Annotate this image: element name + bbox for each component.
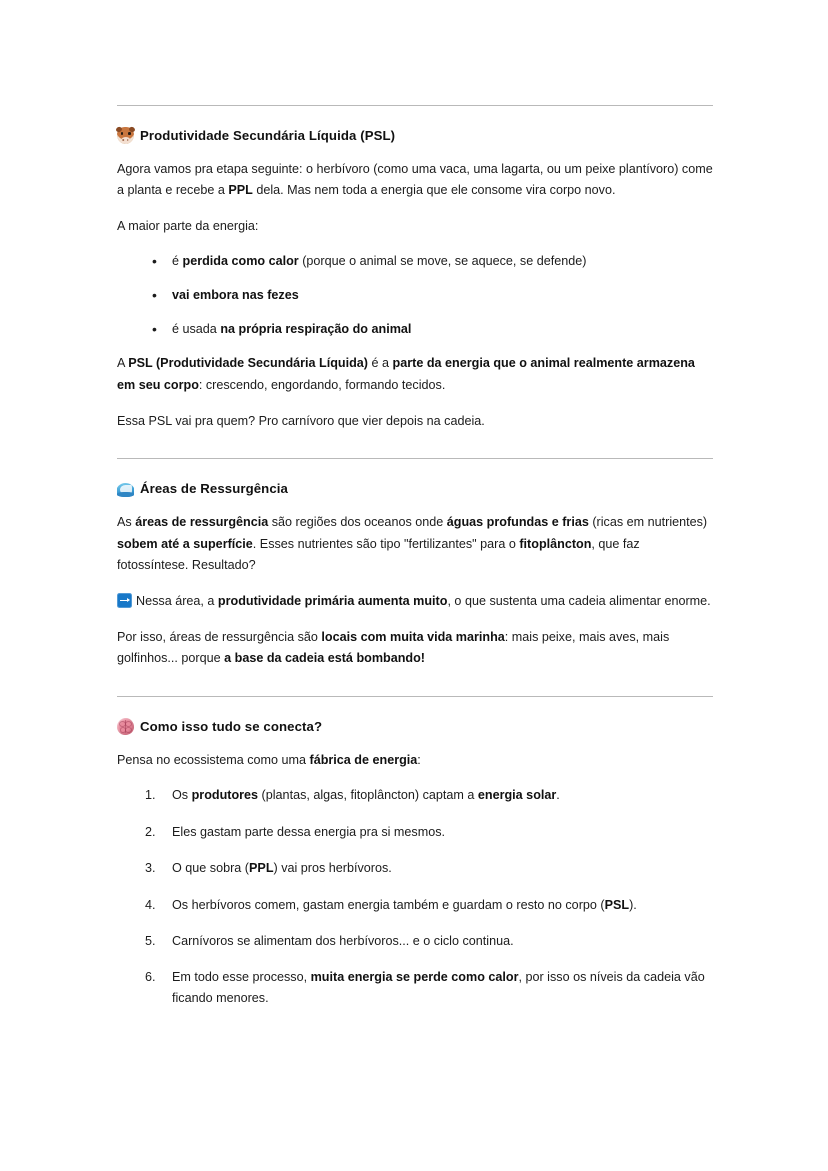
list-item: [117, 931, 713, 951]
conexao-leadin-part1: Pensa no ecossistema como uma: [117, 752, 310, 767]
callout-bold1: produtividade primária aumenta muito: [217, 593, 448, 608]
res2-bold1: locais com muita vida marinha: [321, 629, 505, 644]
section-divider-conexao: [117, 696, 713, 697]
res1-part1: As: [117, 514, 136, 529]
heading-ressurgencia-text: Áreas de Ressurgência: [140, 481, 288, 497]
step-5-plain2: , por isso os níveis da cadeia vão ficando menores.: [172, 970, 705, 1005]
step-2-bold1: PPL: [249, 861, 274, 876]
section-conexao: [117, 696, 713, 1008]
res1-part3: (ricas em nutrientes): [588, 514, 708, 529]
bullet-0-plain2: (porque o animal se move, se aquece, se defende): [298, 253, 587, 268]
paragraph-conexao-leadin: [117, 750, 713, 772]
brain-icon: [117, 718, 134, 735]
psl-intro-part1: Agora vamos pra etapa seguinte: o herbívoro (como uma vaca, uma lagarta, ou um peixe plantívoro) come a planta e recebe a: [117, 161, 713, 198]
list-item: [117, 858, 713, 878]
psl-def-part3: : crescendo, engordando, formando tecidos.: [198, 377, 446, 392]
heading-conexao: [117, 718, 713, 736]
section-psl: [117, 105, 713, 432]
section-divider-top: [117, 105, 713, 106]
list-item: [117, 895, 713, 915]
psl-def-bold2: parte da energia que o animal realmente armazena em seu corpo: [117, 356, 695, 392]
heading-ressurgencia: [117, 480, 713, 498]
bullet-1-bold: vai embora nas fezes: [172, 287, 299, 302]
res1-bold3: sobem até a superfície: [117, 536, 253, 551]
step-5-plain1: Em todo esse processo,: [172, 970, 311, 985]
res1-part2: são regiões dos oceanos onde: [268, 514, 447, 529]
res2-part2: : mais peixe, mais aves, mais golfinhos... porque: [117, 629, 670, 666]
res1-bold4: fitoplâncton: [519, 536, 592, 551]
psl-def-part2: é a: [368, 356, 393, 371]
step-2-plain2: ) vai pros herbívoros.: [273, 861, 392, 876]
heading-conexao-text: Como isso tudo se conecta?: [140, 718, 323, 734]
step-1-plain1: Eles gastam parte dessa energia pra si mesmos.: [172, 824, 445, 839]
bullet-2-bold: na própria respiração do animal: [220, 322, 412, 337]
bullet-0-plain1: é: [172, 253, 183, 268]
res1-bold1: áreas de ressurgência: [135, 514, 269, 529]
step-5-bold1: muita energia se perde como calor: [310, 970, 519, 985]
callout-part2: , o que sustenta uma cadeia alimentar enorme.: [447, 593, 711, 608]
water-wave-icon: [117, 481, 134, 498]
conexao-leadin-bold1: fábrica de energia: [309, 752, 418, 767]
list-item: [117, 785, 713, 805]
step-0-plain3: .: [556, 788, 560, 803]
paragraph-psl-leadin: A maior parte da energia:: [117, 219, 259, 234]
list-item: [117, 967, 713, 1008]
bullet-0-bold: perdida como calor: [182, 253, 299, 268]
res1-part4: . Esses nutrientes são tipo "fertilizantes" para o: [252, 536, 520, 551]
list-item: [117, 285, 713, 305]
list-energy-flow-steps: [117, 785, 713, 1008]
heading-psl-text: Produtividade Secundária Líquida (PSL): [140, 128, 396, 143]
psl-def-bold1: PSL (Produtividade Secundária Líquida): [128, 356, 369, 371]
paragraph-ressurgencia-1: [117, 512, 713, 577]
step-3-bold1: PSL: [604, 897, 630, 912]
psl-def-part1: A: [117, 356, 129, 371]
document-body: [117, 105, 713, 1008]
paragraph-psl-definition: [117, 353, 713, 396]
psl-intro-part2: dela. Mas nem toda a energia que ele consome vira corpo novo.: [252, 183, 616, 198]
section-divider-ressurgencia: [117, 458, 713, 459]
paragraph-psl-intro: [117, 159, 713, 202]
list-item: [117, 319, 713, 339]
res1-bold2: águas profundas e frias: [446, 514, 589, 529]
step-0-plain1: Os: [172, 788, 192, 803]
paragraph-psl-closing: Essa PSL vai pra quem? Pro carnívoro que vier depois na cadeia.: [117, 413, 485, 428]
step-0-bold1: produtores: [191, 788, 259, 803]
callout-produtividade: [117, 591, 713, 613]
list-item: [117, 251, 713, 271]
res1-part5: , que faz fotossíntese. Resultado?: [117, 536, 640, 573]
section-ressurgencia: [117, 458, 713, 670]
step-4-plain1: Carnívoros se alimentam dos herbívoros... e o ciclo continua.: [172, 933, 514, 948]
bullet-2-plain1: é usada: [172, 322, 221, 337]
list-item: [117, 822, 713, 842]
callout-part1: Nessa área, a: [136, 593, 218, 608]
conexao-leadin-part2: :: [417, 752, 421, 767]
right-arrow-icon: [117, 593, 132, 608]
heading-psl: [117, 127, 713, 145]
paragraph-ressurgencia-2: [117, 627, 713, 670]
psl-intro-bold-ppl: PPL: [228, 183, 253, 198]
cow-face-icon: [117, 127, 134, 144]
res2-bold2: a base da cadeia está bombando!: [224, 651, 425, 666]
step-0-bold2: energia solar: [477, 788, 557, 803]
step-2-plain1: O que sobra (: [172, 861, 250, 876]
step-0-plain2: (plantas, algas, fitoplâncton) captam a: [258, 788, 478, 803]
res2-part1: Por isso, áreas de ressurgência são: [117, 629, 322, 644]
list-energy-losses: [117, 251, 713, 339]
step-3-plain1: Os herbívoros comem, gastam energia também e guardam o resto no corpo (: [172, 897, 605, 912]
step-3-plain2: ).: [629, 897, 637, 912]
